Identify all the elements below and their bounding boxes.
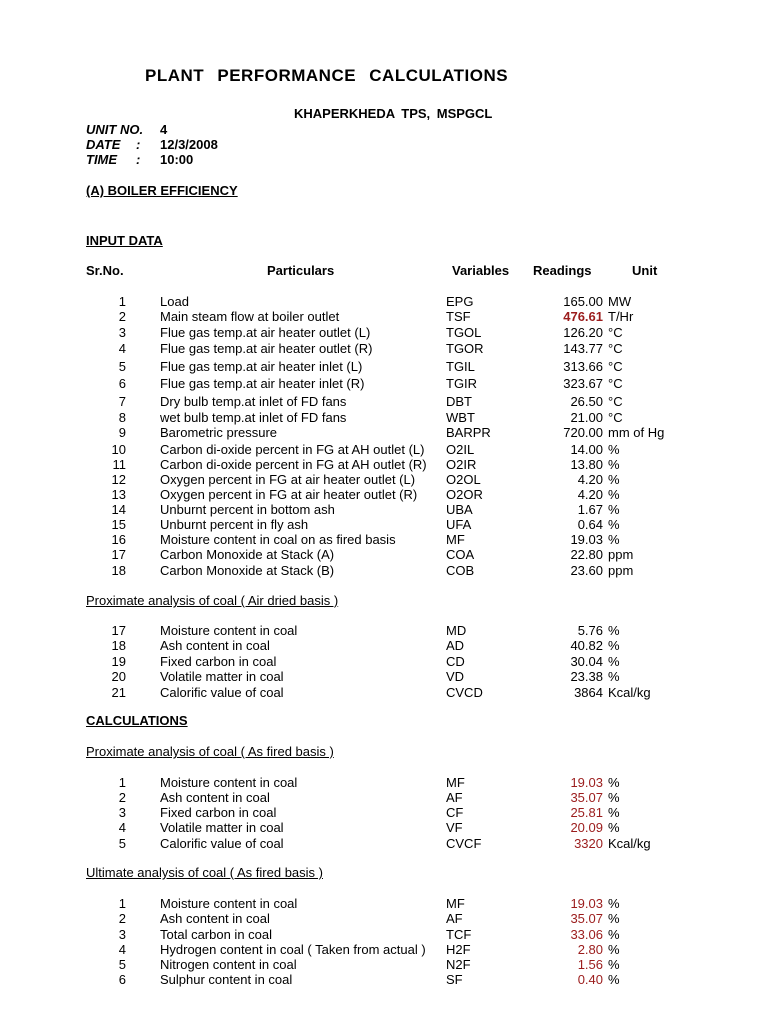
row-reading: 4.20 <box>577 487 603 502</box>
row-unit: % <box>608 442 620 457</box>
row-sr-number: 16 <box>111 532 126 547</box>
table-row <box>0 685 768 700</box>
unit-no-value: 4 <box>160 122 168 137</box>
time-colon: : <box>136 152 141 167</box>
row-unit: Kcal/kg <box>608 836 651 851</box>
row-sr-number: 5 <box>118 836 126 851</box>
row-reading: 720.00 <box>563 425 603 440</box>
time-value: 10:00 <box>160 152 194 167</box>
row-unit: % <box>608 775 620 790</box>
row-sr-number: 2 <box>118 309 126 324</box>
row-reading: 1.56 <box>577 957 603 972</box>
row-sr-number: 8 <box>118 410 126 425</box>
row-particulars: Unburnt percent in fly ash <box>160 517 309 532</box>
table-row <box>0 472 768 487</box>
table-row <box>0 775 768 790</box>
row-variable: UFA <box>446 517 472 532</box>
row-reading: 126.20 <box>563 325 603 340</box>
row-sr-number: 4 <box>118 820 126 835</box>
row-unit: °C <box>608 394 623 409</box>
row-particulars: Load <box>160 294 189 309</box>
row-sr-number: 1 <box>118 896 126 911</box>
row-sr-number: 6 <box>118 972 126 987</box>
row-reading: 21.00 <box>570 410 603 425</box>
row-particulars: Volatile matter in coal <box>160 669 284 684</box>
row-sr-number: 14 <box>111 502 126 517</box>
row-sr-number: 17 <box>111 547 126 562</box>
row-variable: DBT <box>446 394 472 409</box>
row-reading: 323.67 <box>563 376 603 391</box>
page-title: PLANT PERFORMANCE CALCULATIONS <box>145 66 509 85</box>
row-particulars: wet bulb temp.at inlet of FD fans <box>160 410 347 425</box>
row-sr-number: 3 <box>118 325 126 340</box>
row-particulars: Moisture content in coal <box>160 896 298 911</box>
row-variable: EPG <box>446 294 474 309</box>
row-sr-number: 10 <box>111 442 126 457</box>
table-row <box>0 359 768 374</box>
row-particulars: Calorific value of coal <box>160 685 284 700</box>
table-row <box>0 896 768 911</box>
row-unit: °C <box>608 376 623 391</box>
row-particulars: Ash content in coal <box>160 638 270 653</box>
row-sr-number: 1 <box>118 775 126 790</box>
row-variable: AF <box>446 790 463 805</box>
row-particulars: Barometric pressure <box>160 425 278 440</box>
row-variable: WBT <box>446 410 475 425</box>
row-variable: CVCF <box>446 836 482 851</box>
row-reading: 2.80 <box>577 942 603 957</box>
calculations-heading: CALCULATIONS <box>86 713 188 728</box>
row-unit: ppm <box>608 563 634 578</box>
table-row <box>0 942 768 957</box>
row-sr-number: 13 <box>111 487 126 502</box>
row-reading: 313.66 <box>563 359 603 374</box>
table-row <box>0 502 768 517</box>
row-unit: % <box>608 927 620 942</box>
row-sr-number: 4 <box>118 341 126 356</box>
ultimate-as-fired-title: Ultimate analysis of coal ( As fired basis ) <box>86 865 323 880</box>
row-particulars: Flue gas temp.at air heater inlet (L) <box>160 359 363 374</box>
row-reading: 23.38 <box>570 669 603 684</box>
row-unit: % <box>608 638 620 653</box>
row-unit: % <box>608 957 620 972</box>
row-reading: 13.80 <box>570 457 603 472</box>
row-particulars: Ash content in coal <box>160 911 270 926</box>
col-header-sr: Sr.No. <box>86 263 124 278</box>
row-variable: SF <box>446 972 463 987</box>
col-header-unit: Unit <box>632 263 658 278</box>
table-row <box>0 517 768 532</box>
row-particulars: Main steam flow at boiler outlet <box>160 309 340 324</box>
row-sr-number: 17 <box>111 623 126 638</box>
row-reading: 40.82 <box>570 638 603 653</box>
row-variable: MF <box>446 532 465 547</box>
row-variable: COA <box>446 547 475 562</box>
table-row <box>0 654 768 669</box>
proximate-as-fired-title: Proximate analysis of coal ( As fired basis ) <box>86 744 334 759</box>
col-header-variables: Variables <box>452 263 510 278</box>
table-row <box>0 957 768 972</box>
row-variable: MD <box>446 623 467 638</box>
row-reading: 35.07 <box>570 911 603 926</box>
row-particulars: Flue gas temp.at air heater outlet (L) <box>160 325 371 340</box>
row-reading: 25.81 <box>570 805 603 820</box>
row-unit: % <box>608 820 620 835</box>
row-particulars: Dry bulb temp.at inlet of FD fans <box>160 394 347 409</box>
row-variable: H2F <box>446 942 471 957</box>
row-sr-number: 18 <box>111 563 126 578</box>
row-unit: % <box>608 623 620 638</box>
row-sr-number: 15 <box>111 517 126 532</box>
time-label: TIME <box>86 152 118 167</box>
row-variable: CF <box>446 805 464 820</box>
row-variable: CVCD <box>446 685 483 700</box>
row-sr-number: 12 <box>111 472 126 487</box>
table-row <box>0 457 768 472</box>
plant-subtitle: KHAPERKHEDA TPS, MSPGCL <box>294 106 493 121</box>
row-particulars: Hydrogen content in coal ( Taken from actual ) <box>160 942 426 957</box>
row-particulars: Unburnt percent in bottom ash <box>160 502 335 517</box>
table-row <box>0 425 768 440</box>
row-variable: VD <box>446 669 465 684</box>
row-unit: °C <box>608 325 623 340</box>
table-row <box>0 532 768 547</box>
row-unit: % <box>608 896 620 911</box>
row-unit: °C <box>608 359 623 374</box>
section-boiler-efficiency: (A) BOILER EFFICIENCY <box>86 183 238 198</box>
row-unit: % <box>608 669 620 684</box>
row-particulars: Total carbon in coal <box>160 927 273 942</box>
row-particulars: Ash content in coal <box>160 790 270 805</box>
table-row <box>0 442 768 457</box>
row-reading: 3320 <box>574 836 603 851</box>
row-reading: 19.03 <box>570 775 603 790</box>
row-sr-number: 11 <box>112 457 126 472</box>
col-header-particulars: Particulars <box>267 263 335 278</box>
row-particulars: Carbon Monoxide at Stack (A) <box>160 547 335 562</box>
table-row <box>0 623 768 638</box>
row-reading: 19.03 <box>570 896 603 911</box>
row-unit: % <box>608 487 620 502</box>
table-row <box>0 563 768 578</box>
table-row <box>0 410 768 425</box>
row-reading: 0.40 <box>577 972 603 987</box>
row-sr-number: 9 <box>118 425 126 440</box>
row-unit: % <box>608 457 620 472</box>
row-reading: 22.80 <box>570 547 603 562</box>
row-sr-number: 19 <box>111 654 126 669</box>
row-reading: 3864 <box>574 685 603 700</box>
table-row <box>0 638 768 653</box>
row-particulars: Fixed carbon in coal <box>160 654 277 669</box>
table-row <box>0 820 768 835</box>
table-row <box>0 309 768 324</box>
row-unit: T/Hr <box>608 309 634 324</box>
row-reading: 1.67 <box>577 502 603 517</box>
row-variable: TGIR <box>446 376 478 391</box>
row-variable: COB <box>446 563 475 578</box>
row-variable: TGOL <box>446 325 482 340</box>
row-unit: % <box>608 472 620 487</box>
row-reading: 19.03 <box>570 532 603 547</box>
date-colon: : <box>136 137 141 152</box>
table-row <box>0 487 768 502</box>
row-reading: 33.06 <box>570 927 603 942</box>
row-reading: 476.61 <box>563 309 603 324</box>
table-row <box>0 376 768 391</box>
row-variable: O2OL <box>446 472 481 487</box>
table-row <box>0 547 768 562</box>
row-unit: % <box>608 532 620 547</box>
row-variable: AF <box>446 911 463 926</box>
row-unit: % <box>608 805 620 820</box>
row-unit: MW <box>608 294 632 309</box>
table-row <box>0 669 768 684</box>
table-row <box>0 341 768 356</box>
row-sr-number: 3 <box>118 927 126 942</box>
unit-no-label: UNIT NO. <box>86 122 144 137</box>
col-header-readings: Readings <box>533 263 592 278</box>
row-unit: Kcal/kg <box>608 685 651 700</box>
row-unit: % <box>608 502 620 517</box>
row-reading: 5.76 <box>577 623 603 638</box>
row-sr-number: 18 <box>111 638 126 653</box>
row-particulars: Nitrogen content in coal <box>160 957 297 972</box>
row-reading: 14.00 <box>570 442 603 457</box>
row-variable: MF <box>446 775 465 790</box>
row-variable: MF <box>446 896 465 911</box>
input-data-heading: INPUT DATA <box>86 233 163 248</box>
row-particulars: Moisture content in coal on as fired basis <box>160 532 396 547</box>
row-sr-number: 3 <box>118 805 126 820</box>
row-unit: °C <box>608 341 623 356</box>
row-reading: 143.77 <box>563 341 603 356</box>
row-unit: % <box>608 654 620 669</box>
row-variable: O2IR <box>446 457 477 472</box>
table-row <box>0 294 768 309</box>
row-reading: 30.04 <box>570 654 603 669</box>
row-reading: 35.07 <box>570 790 603 805</box>
table-row <box>0 394 768 409</box>
row-variable: CD <box>446 654 465 669</box>
row-unit: % <box>608 517 620 532</box>
row-sr-number: 5 <box>118 359 126 374</box>
row-variable: N2F <box>446 957 471 972</box>
row-unit: ppm <box>608 547 634 562</box>
row-reading: 26.50 <box>570 394 603 409</box>
row-particulars: Carbon di-oxide percent in FG at AH outlet (L) <box>160 442 425 457</box>
row-sr-number: 2 <box>118 790 126 805</box>
row-particulars: Sulphur content in coal <box>160 972 293 987</box>
row-unit: % <box>608 911 620 926</box>
row-variable: AD <box>446 638 465 653</box>
row-unit: °C <box>608 410 623 425</box>
row-unit: % <box>608 942 620 957</box>
row-variable: VF <box>446 820 463 835</box>
row-particulars: Flue gas temp.at air heater outlet (R) <box>160 341 373 356</box>
row-variable: UBA <box>446 502 473 517</box>
row-sr-number: 4 <box>118 942 126 957</box>
proximate-air-dried-title: Proximate analysis of coal ( Air dried basis ) <box>86 593 339 608</box>
row-particulars: Carbon di-oxide percent in FG at AH outlet (R) <box>160 457 427 472</box>
row-sr-number: 5 <box>118 957 126 972</box>
table-row <box>0 805 768 820</box>
row-reading: 165.00 <box>563 294 603 309</box>
date-label: DATE <box>86 137 121 152</box>
row-particulars: Moisture content in coal <box>160 775 298 790</box>
row-variable: BARPR <box>446 425 491 440</box>
table-row <box>0 836 768 851</box>
row-sr-number: 6 <box>118 376 126 391</box>
row-particulars: Flue gas temp.at air heater inlet (R) <box>160 376 365 391</box>
row-variable: O2IL <box>446 442 475 457</box>
table-row <box>0 790 768 805</box>
row-unit: % <box>608 790 620 805</box>
row-particulars: Volatile matter in coal <box>160 820 284 835</box>
row-sr-number: 7 <box>118 394 126 409</box>
date-value: 12/3/2008 <box>160 137 218 152</box>
row-unit: mm of Hg <box>608 425 665 440</box>
row-variable: TGOR <box>446 341 484 356</box>
row-particulars: Moisture content in coal <box>160 623 298 638</box>
row-reading: 20.09 <box>570 820 603 835</box>
row-sr-number: 2 <box>118 911 126 926</box>
table-row <box>0 911 768 926</box>
row-sr-number: 1 <box>118 294 126 309</box>
row-reading: 0.64 <box>577 517 603 532</box>
row-reading: 23.60 <box>570 563 603 578</box>
table-row <box>0 972 768 987</box>
row-sr-number: 21 <box>111 685 126 700</box>
row-unit: % <box>608 972 620 987</box>
row-particulars: Carbon Monoxide at Stack (B) <box>160 563 335 578</box>
row-variable: TSF <box>446 309 471 324</box>
row-particulars: Fixed carbon in coal <box>160 805 277 820</box>
row-particulars: Oxygen percent in FG at air heater outlet (R) <box>160 487 418 502</box>
table-row <box>0 325 768 340</box>
row-sr-number: 20 <box>111 669 126 684</box>
row-variable: TCF <box>446 927 472 942</box>
row-variable: O2OR <box>446 487 483 502</box>
table-row <box>0 927 768 942</box>
row-particulars: Calorific value of coal <box>160 836 284 851</box>
row-variable: TGIL <box>446 359 475 374</box>
row-particulars: Oxygen percent in FG at air heater outlet (L) <box>160 472 416 487</box>
row-reading: 4.20 <box>577 472 603 487</box>
